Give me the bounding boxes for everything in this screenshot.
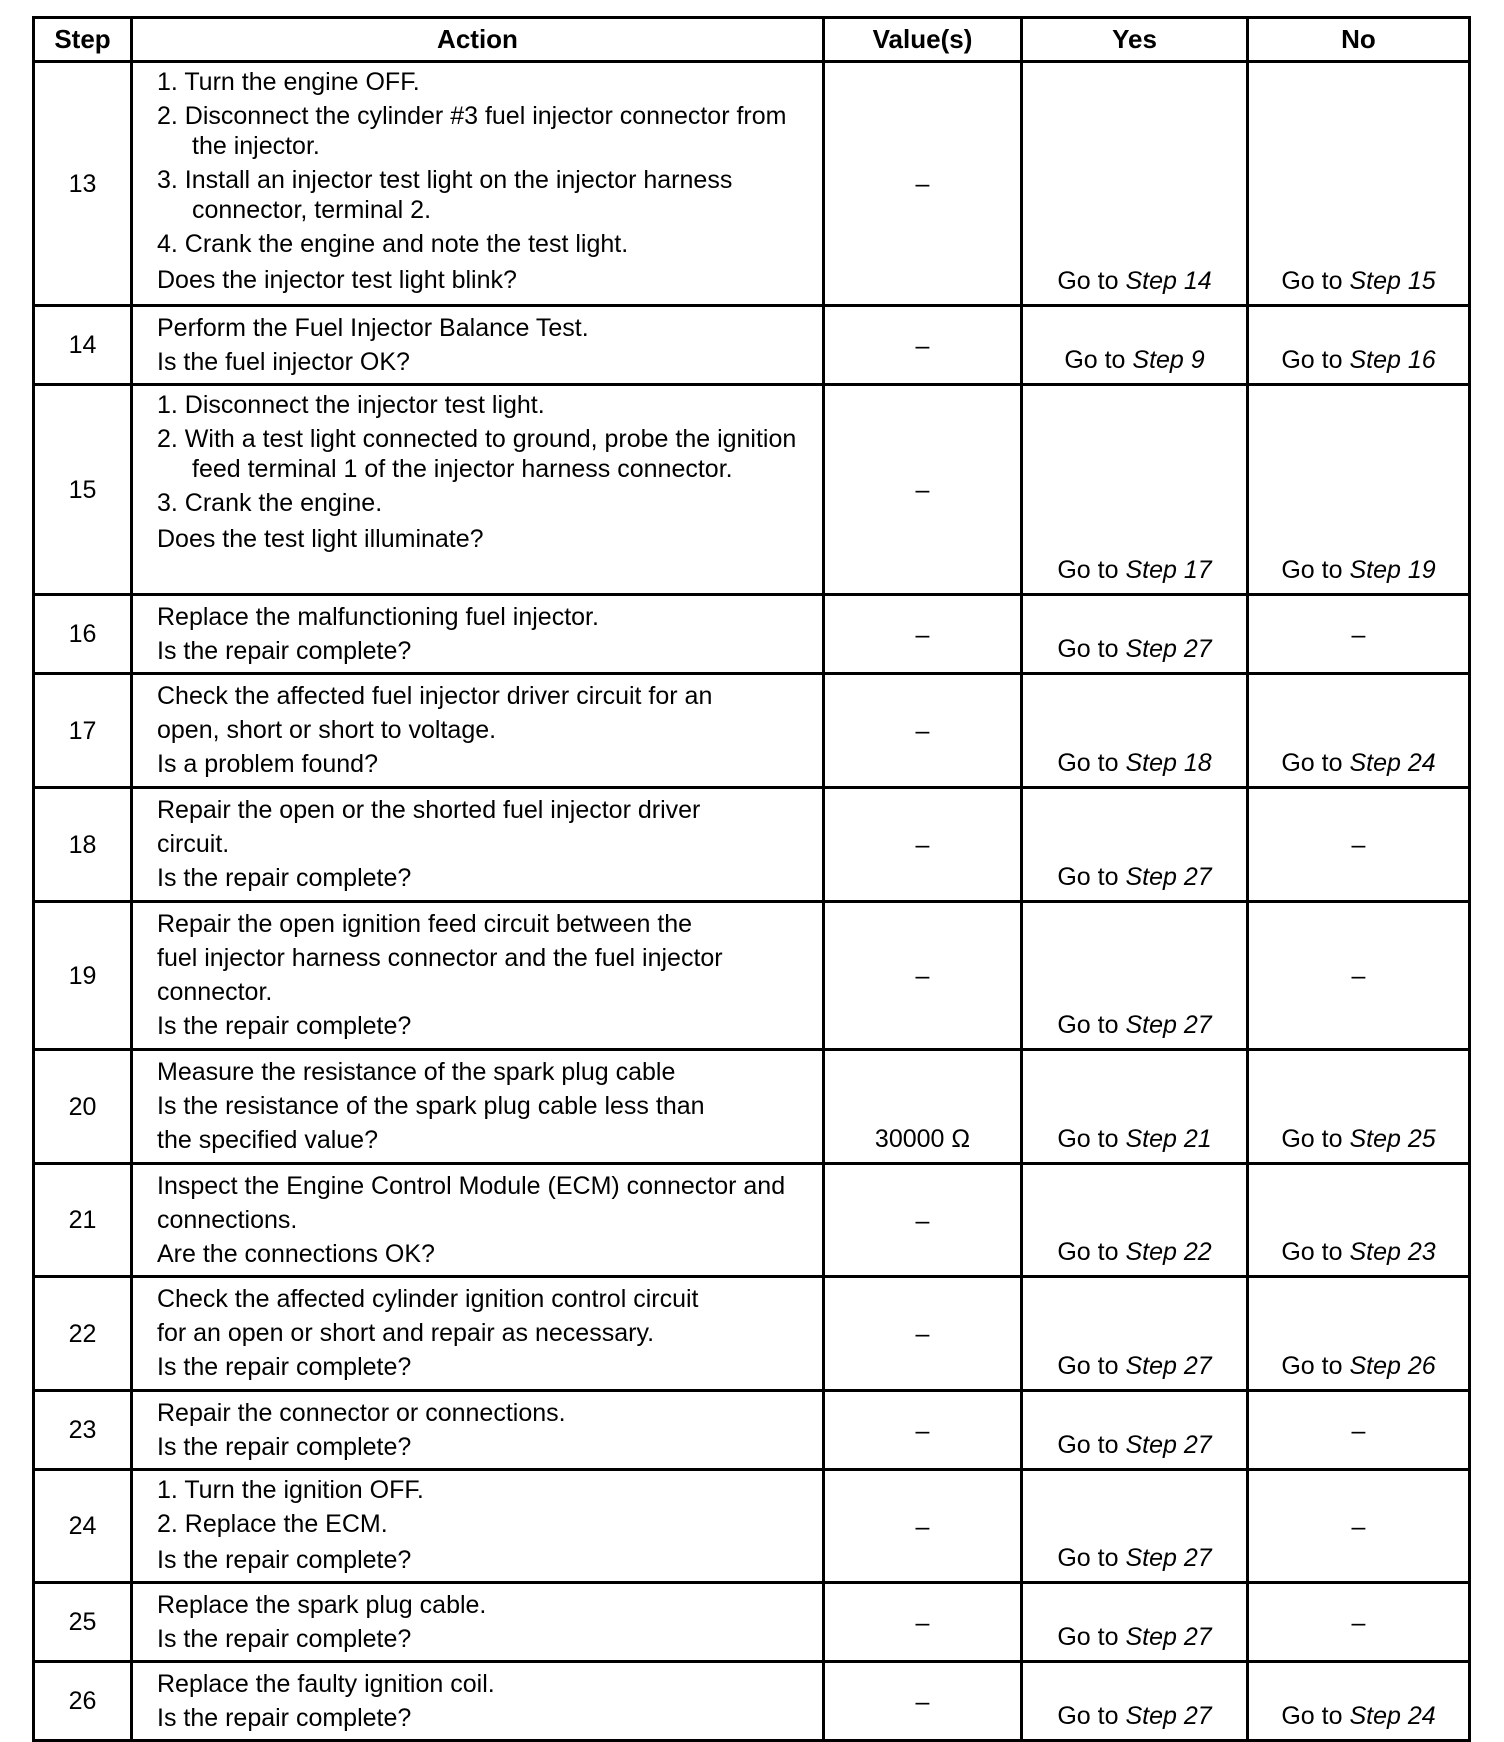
- goto-prefix: Go to: [1281, 1125, 1350, 1153]
- action-step-item: 1. Disconnect the injector test light.: [157, 391, 545, 419]
- action-cell: [132, 902, 824, 1050]
- no-cell: [1248, 1277, 1470, 1391]
- no-cell: [1248, 1164, 1470, 1277]
- table-row: [34, 902, 1470, 1050]
- header-action: Action: [132, 18, 824, 62]
- goto-prefix: Go to: [1057, 1125, 1126, 1153]
- action-question: Is the repair complete?: [157, 637, 412, 665]
- action-question: Is the repair complete?: [157, 1546, 412, 1574]
- action-cell: [132, 1050, 824, 1164]
- action-cell: [132, 788, 824, 902]
- yes-cell: [1022, 62, 1248, 306]
- value-cell: –: [824, 1164, 1022, 1277]
- yes-cell: [1022, 595, 1248, 674]
- action-question: Is the fuel injector OK?: [157, 348, 410, 376]
- action-step-item: 3. Crank the engine.: [157, 489, 383, 517]
- goto-step-link: Step 26: [1349, 1352, 1436, 1380]
- goto-prefix: Go to: [1057, 1623, 1126, 1651]
- action-cell: [132, 62, 824, 306]
- goto-prefix: Go to: [1057, 635, 1126, 663]
- action-text: fuel injector harness connector and the fuel injector: [157, 944, 723, 972]
- no-cell: [1248, 62, 1470, 306]
- action-step-item: 2. With a test light connected to ground, probe the ignition feed terminal 1 of the injector harness connector.: [157, 425, 797, 483]
- step-number: 13: [34, 62, 132, 306]
- action-question: Is the repair complete?: [157, 1012, 412, 1040]
- value-cell: –: [824, 385, 1022, 595]
- goto-step-link: Step 19: [1349, 556, 1436, 584]
- value-cell: –: [824, 1391, 1022, 1470]
- action-text: circuit.: [157, 830, 230, 858]
- table-row: [34, 788, 1470, 902]
- value-cell: –: [824, 1470, 1022, 1583]
- step-number: 25: [34, 1583, 132, 1662]
- goto-prefix: Go to: [1057, 863, 1126, 891]
- goto-prefix: Go to: [1057, 1702, 1126, 1730]
- action-question: Is the repair complete?: [157, 1704, 412, 1732]
- table-row: [34, 674, 1470, 788]
- action-cell: [132, 595, 824, 674]
- table-row: [34, 62, 1470, 306]
- step-number: 24: [34, 1470, 132, 1583]
- goto-step-link: Step 27: [1125, 863, 1212, 891]
- action-text: Replace the spark plug cable.: [157, 1591, 487, 1619]
- table-row: [34, 1662, 1470, 1741]
- action-cell: [132, 1164, 824, 1277]
- yes-cell: [1022, 1050, 1248, 1164]
- yes-cell: [1022, 674, 1248, 788]
- table-row: [34, 306, 1470, 385]
- goto-step-link: Step 16: [1349, 346, 1436, 374]
- no-cell: –: [1248, 788, 1470, 902]
- no-cell: –: [1248, 902, 1470, 1050]
- action-cell: [132, 1391, 824, 1470]
- table-row: [34, 1470, 1470, 1583]
- action-cell: [132, 1662, 824, 1741]
- goto-step-link: Step 22: [1125, 1238, 1212, 1266]
- step-number: 16: [34, 595, 132, 674]
- value-cell: 30000 Ω: [824, 1050, 1022, 1164]
- no-cell: [1248, 1050, 1470, 1164]
- goto-step-link: Step 18: [1125, 749, 1212, 777]
- value-cell: –: [824, 595, 1022, 674]
- no-cell: –: [1248, 1391, 1470, 1470]
- goto-prefix: Go to: [1057, 1352, 1126, 1380]
- value-cell: –: [824, 1277, 1022, 1391]
- goto-prefix: Go to: [1057, 1544, 1126, 1572]
- diagnostic-table: [32, 16, 1471, 1742]
- action-cell: [132, 1583, 824, 1662]
- action-text: Check the affected fuel injector driver circuit for an: [157, 682, 713, 710]
- step-number: 21: [34, 1164, 132, 1277]
- goto-prefix: Go to: [1057, 749, 1126, 777]
- action-question: Is the repair complete?: [157, 1353, 412, 1381]
- goto-step-link: Step 14: [1125, 267, 1212, 295]
- goto-prefix: Go to: [1281, 267, 1350, 295]
- action-text: for an open or short and repair as necessary.: [157, 1319, 655, 1347]
- header-step: Step: [34, 18, 132, 62]
- goto-step-link: Step 27: [1125, 1011, 1212, 1039]
- step-number: 23: [34, 1391, 132, 1470]
- table-row: [34, 1050, 1470, 1164]
- action-question: the specified value?: [157, 1126, 378, 1154]
- action-question: Does the test light illuminate?: [157, 525, 484, 553]
- value-cell: –: [824, 1662, 1022, 1741]
- header-no: No: [1248, 18, 1470, 62]
- action-text: Is the resistance of the spark plug cable less than: [157, 1092, 705, 1120]
- action-question: Is the repair complete?: [157, 1625, 412, 1653]
- action-cell: [132, 1470, 824, 1583]
- goto-step-link: Step 25: [1349, 1125, 1436, 1153]
- yes-cell: [1022, 788, 1248, 902]
- value-cell: –: [824, 306, 1022, 385]
- step-number: 18: [34, 788, 132, 902]
- action-question: Is the repair complete?: [157, 864, 412, 892]
- action-step-item: 2. Disconnect the cylinder #3 fuel injector connector from the injector.: [157, 102, 787, 160]
- yes-cell: [1022, 1470, 1248, 1583]
- step-number: 26: [34, 1662, 132, 1741]
- table-row: [34, 1277, 1470, 1391]
- action-cell: [132, 674, 824, 788]
- no-cell: [1248, 674, 1470, 788]
- goto-step-link: Step 27: [1125, 1431, 1212, 1459]
- action-text: Measure the resistance of the spark plug cable: [157, 1058, 676, 1086]
- goto-prefix: Go to: [1057, 1011, 1126, 1039]
- value-cell: –: [824, 1583, 1022, 1662]
- no-cell: –: [1248, 1583, 1470, 1662]
- no-cell: [1248, 306, 1470, 385]
- goto-prefix: Go to: [1057, 1238, 1126, 1266]
- goto-step-link: Step 27: [1125, 635, 1212, 663]
- action-step-item: 1. Turn the ignition OFF.: [157, 1476, 424, 1504]
- yes-cell: [1022, 385, 1248, 595]
- yes-cell: [1022, 1662, 1248, 1741]
- value-cell: –: [824, 62, 1022, 306]
- value-cell: –: [824, 788, 1022, 902]
- action-step-item: 3. Install an injector test light on the injector harness connector, terminal 2.: [157, 166, 733, 224]
- action-text: Inspect the Engine Control Module (ECM) connector and connections.: [157, 1172, 786, 1234]
- action-cell: [132, 385, 824, 595]
- goto-prefix: Go to: [1281, 346, 1350, 374]
- goto-prefix: Go to: [1281, 1238, 1350, 1266]
- goto-prefix: Go to: [1281, 1702, 1350, 1730]
- action-text: Repair the connector or connections.: [157, 1399, 566, 1427]
- goto-prefix: Go to: [1057, 556, 1126, 584]
- goto-prefix: Go to: [1281, 749, 1350, 777]
- action-step-item: 1. Turn the engine OFF.: [157, 68, 420, 96]
- action-cell: [132, 306, 824, 385]
- action-question: Are the connections OK?: [157, 1240, 435, 1268]
- goto-step-link: Step 21: [1125, 1125, 1212, 1153]
- action-text: Replace the faulty ignition coil.: [157, 1670, 495, 1698]
- yes-cell: [1022, 306, 1248, 385]
- goto-prefix: Go to: [1064, 346, 1133, 374]
- table-row: [34, 1583, 1470, 1662]
- action-text: Check the affected cylinder ignition control circuit: [157, 1285, 699, 1313]
- step-number: 19: [34, 902, 132, 1050]
- step-number: 17: [34, 674, 132, 788]
- goto-prefix: Go to: [1057, 1431, 1126, 1459]
- step-number: 14: [34, 306, 132, 385]
- action-question: Is a problem found?: [157, 750, 378, 778]
- goto-step-link: Step 9: [1132, 346, 1205, 374]
- goto-step-link: Step 24: [1349, 1702, 1436, 1730]
- action-text: open, short or short to voltage.: [157, 716, 497, 744]
- no-cell: –: [1248, 1470, 1470, 1583]
- action-text: Perform the Fuel Injector Balance Test.: [157, 314, 589, 342]
- goto-step-link: Step 27: [1125, 1544, 1212, 1572]
- no-cell: [1248, 1662, 1470, 1741]
- action-text: connector.: [157, 978, 273, 1006]
- action-text: Repair the open ignition feed circuit between the: [157, 910, 693, 938]
- goto-step-link: Step 27: [1125, 1702, 1212, 1730]
- value-cell: –: [824, 674, 1022, 788]
- action-step-item: 4. Crank the engine and note the test light.: [157, 230, 629, 258]
- table-row: [34, 1164, 1470, 1277]
- header-row: [34, 18, 1470, 62]
- goto-step-link: Step 23: [1349, 1238, 1436, 1266]
- action-text: Replace the malfunctioning fuel injector.: [157, 603, 599, 631]
- action-text: Repair the open or the shorted fuel injector driver: [157, 796, 701, 824]
- value-cell: –: [824, 902, 1022, 1050]
- no-cell: [1248, 385, 1470, 595]
- goto-prefix: Go to: [1281, 556, 1350, 584]
- goto-step-link: Step 27: [1125, 1352, 1212, 1380]
- goto-step-link: Step 27: [1125, 1623, 1212, 1651]
- table-row: [34, 1391, 1470, 1470]
- goto-prefix: Go to: [1057, 267, 1126, 295]
- table-row: [34, 595, 1470, 674]
- action-question: Does the injector test light blink?: [157, 266, 517, 294]
- goto-step-link: Step 24: [1349, 749, 1436, 777]
- step-number: 15: [34, 385, 132, 595]
- action-cell: [132, 1277, 824, 1391]
- step-number: 20: [34, 1050, 132, 1164]
- yes-cell: [1022, 1277, 1248, 1391]
- goto-step-link: Step 15: [1349, 267, 1436, 295]
- yes-cell: [1022, 1164, 1248, 1277]
- no-cell: –: [1248, 595, 1470, 674]
- header-yes: Yes: [1022, 18, 1248, 62]
- yes-cell: [1022, 902, 1248, 1050]
- table-row: [34, 385, 1470, 595]
- header-values: Value(s): [824, 18, 1022, 62]
- yes-cell: [1022, 1583, 1248, 1662]
- goto-prefix: Go to: [1281, 1352, 1350, 1380]
- goto-step-link: Step 17: [1125, 556, 1212, 584]
- action-step-item: 2. Replace the ECM.: [157, 1510, 388, 1538]
- yes-cell: [1022, 1391, 1248, 1470]
- step-number: 22: [34, 1277, 132, 1391]
- action-question: Is the repair complete?: [157, 1433, 412, 1461]
